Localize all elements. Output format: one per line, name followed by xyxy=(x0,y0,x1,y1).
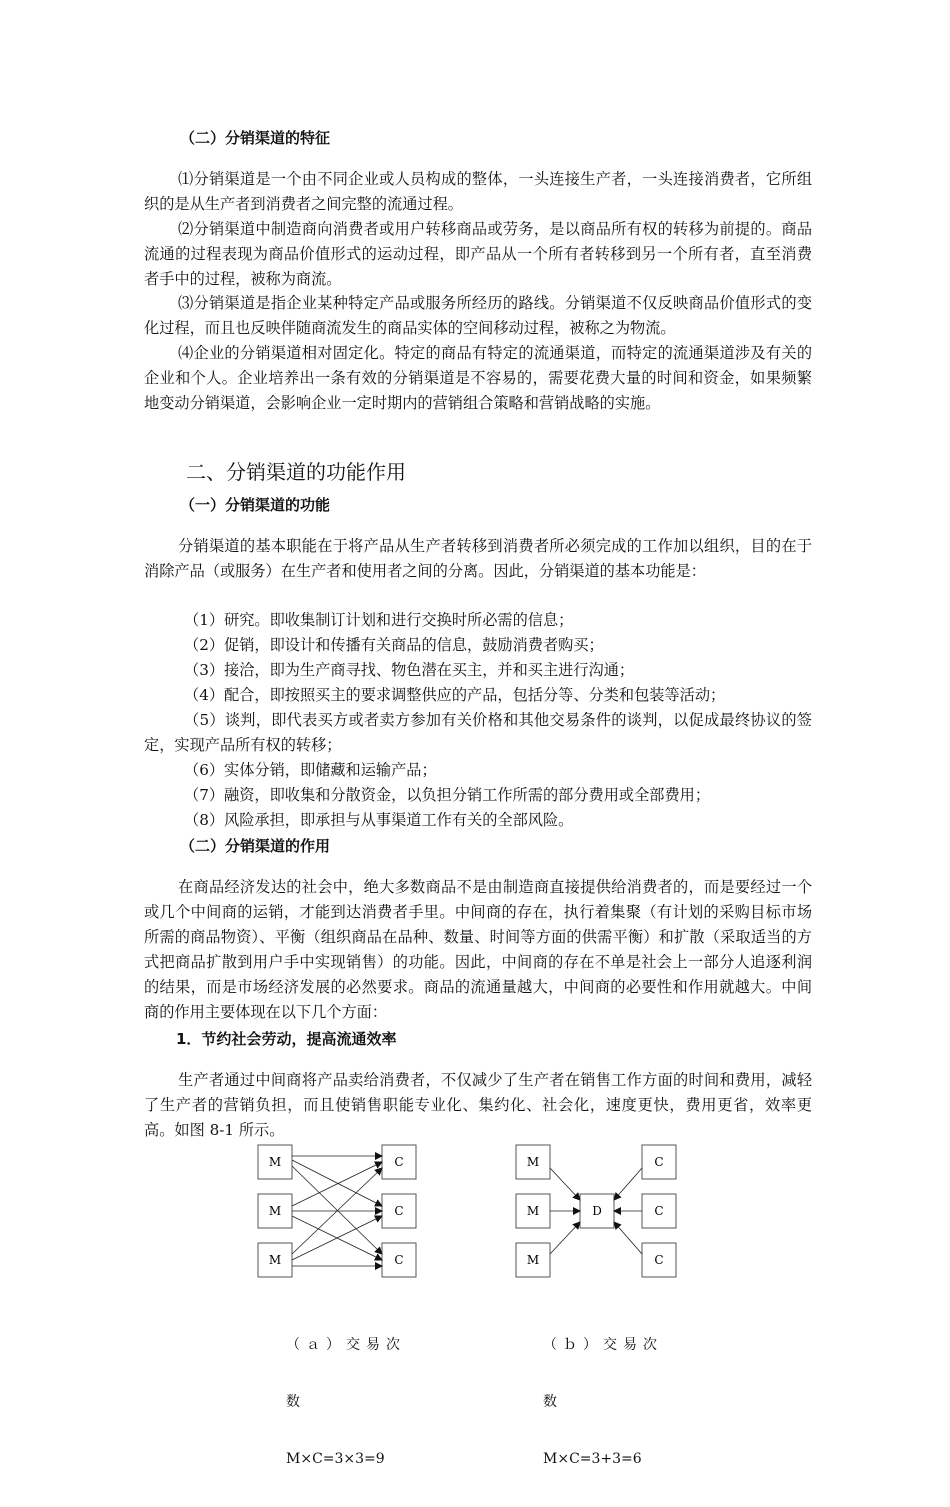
intermediary-box xyxy=(580,1194,614,1228)
consumer-label: C xyxy=(394,1253,404,1267)
consumer-label: C xyxy=(394,1204,404,1218)
function-item: （8）风险承担，即承担与从事渠道工作有关的全部风险。 xyxy=(184,811,574,829)
consumer-boxes xyxy=(382,1145,416,1277)
paragraph-functions-intro: 分销渠道的基本职能在于将产品从生产者转移到消费者所必须完成的工作加以组织，目的在于消除产品（或服务）在生产者和使用者之间的分离。因此，分销渠道的基本功能是： xyxy=(144,537,812,580)
function-item: （6）实体分销，即储藏和运输产品； xyxy=(184,761,437,779)
consumer-label: C xyxy=(394,1155,404,1169)
paragraph-save-labor: 生产者通过中间商将产品卖给消费者，不仅减少了生产者在销售工作方面的时间和费用，减轻了生产者的营销负担，而且使销售职能专业化、集约化、社会化，速度更快，费用更省，效率更高。如图 8-1 所示。 xyxy=(144,1071,812,1139)
transaction-line xyxy=(614,1222,642,1254)
section-heading-features: （二）分销渠道的特征 xyxy=(180,129,331,147)
paragraph-feature-3: ⑶分销渠道是指企业某种特定产品或服务所经历的路线。分销渠道不仅反映商品价值形式的变化过程，而且也反映伴随商流发生的商品实体的空间移动过程，被称之为物流。 xyxy=(144,294,812,337)
function-item: （4）配合，即按照买主的要求调整供应的产品，包括分等、分类和包装等活动； xyxy=(184,686,726,704)
paragraph-feature-1: ⑴分销渠道是一个由不同企业或人员构成的整体，一头连接生产者，一头连接消费者，它所组织的是从生产者到消费者之间完整的流通过程。 xyxy=(144,170,812,213)
transaction-line xyxy=(550,1222,580,1254)
manufacturer-label: M xyxy=(526,1253,540,1267)
manufacturer-boxes xyxy=(258,1145,292,1277)
transaction-line xyxy=(550,1168,580,1200)
consumer-label: C xyxy=(654,1155,664,1169)
diagram-direct-transactions xyxy=(250,1140,430,1285)
subheading-role: （二）分销渠道的作用 xyxy=(180,837,331,855)
consumer-label: C xyxy=(654,1253,664,1267)
subheading-functions: （一）分销渠道的功能 xyxy=(180,496,331,514)
paragraph-feature-4: ⑷企业的分销渠道相对固定化。特定的商品有特定的流通渠道，而特定的流通渠道涉及有关的企业和个人。企业培养出一条有效的分销渠道是不容易的，需要花费大量的时间和资金，如果频繁地变动分销渠道，会影响企业一定时期内的营销组合策略和营销战略的实施。 xyxy=(144,344,812,412)
caption-b xyxy=(543,1298,663,1507)
function-item: （5）谈判，即代表买方或者卖方参加有关价格和其他交易条件的谈判，以促成最终协议的签定，实现产品所有权的转移； xyxy=(144,711,812,754)
paragraph-role: 在商品经济发达的社会中，绝大多数商品不是由制造商直接提供给消费者的，而是要经过一个或几个中间商的运销，才能到达消费者手里。中间商的存在，执行着集聚（有计划的采购目标市场所需的商品物资）、平衡（组织商品在品种、数量、时间等方面的供需平衡）和扩散（采取适当的方式把商品扩散到用户手中实现销售）的功能。因此，中间商的存在不单是社会上一部分人追逐利润的结果，而是市场经济发展的必然要求。商品的流通量越大，中间商的必要性和作用就越大。中间商的作用主要体现在以下几个方面： xyxy=(144,878,812,1021)
function-item: （3）接洽，即为生产商寻找、物色潜在买主，并和买主进行沟通； xyxy=(184,661,635,679)
caption-b-formula: M×C=3+3=6 xyxy=(543,1451,642,1467)
manufacturer-label: M xyxy=(268,1155,282,1169)
transaction-line xyxy=(614,1168,642,1200)
manufacturer-label: M xyxy=(526,1204,540,1218)
paragraph-feature-2: ⑵分销渠道中制造商向消费者或用户转移商品或劳务，是以商品所有权的转移为前提的。商品流通的过程表现为商品价值形式的运动过程，即产品从一个所有者转移到另一个所有者，直至消费者手中的过程，被称为商流。 xyxy=(144,220,812,288)
consumer-label: C xyxy=(654,1204,664,1218)
caption-b-line2: 数 xyxy=(543,1394,557,1410)
manufacturer-label: M xyxy=(268,1253,282,1267)
consumer-boxes xyxy=(642,1145,676,1277)
intermediary-label: D xyxy=(592,1204,602,1218)
function-item: （7）融资，即收集和分散资金，以负担分销工作所需的部分费用或全部费用； xyxy=(184,786,711,804)
section-title-functions: 二、分销渠道的功能作用 xyxy=(186,460,406,484)
caption-a xyxy=(286,1298,406,1507)
transaction-lines xyxy=(292,1156,382,1266)
subheading-save-labor: 1．节约社会劳动，提高流通效率 xyxy=(176,1030,397,1048)
manufacturer-label: M xyxy=(526,1155,540,1169)
manufacturer-label: M xyxy=(268,1204,282,1218)
function-item: （1）研究。即收集制订计划和进行交换时所必需的信息； xyxy=(184,611,574,629)
manufacturer-boxes xyxy=(516,1145,550,1277)
diagram-intermediary-transactions xyxy=(510,1140,690,1285)
caption-b-line1: （ｂ）交易次 xyxy=(543,1337,663,1353)
caption-a-formula: M×C=3×3=9 xyxy=(286,1451,385,1467)
caption-a-line1: （ａ）交易次 xyxy=(286,1337,406,1353)
function-item: （2）促销，即设计和传播有关商品的信息，鼓励消费者购买； xyxy=(184,636,604,654)
caption-a-line2: 数 xyxy=(286,1394,300,1410)
